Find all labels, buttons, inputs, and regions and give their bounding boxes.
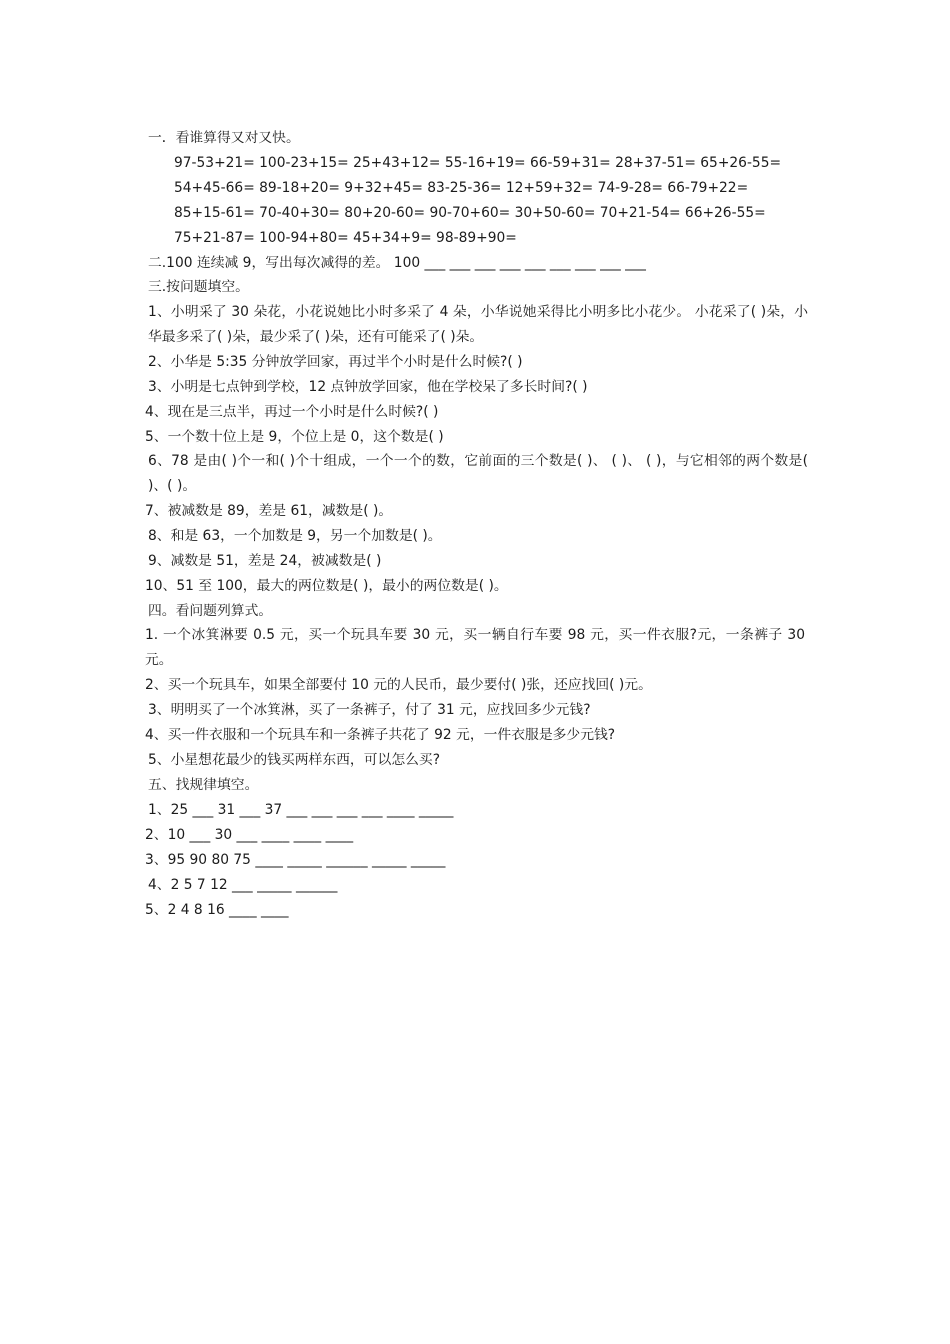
- arithmetic-row-4: 75+21-87= 100-94+80= 45+34+9= 98-89+90=: [174, 230, 517, 246]
- question-3-3: 3、小明是七点钟到学校，12 点钟放学回家，他在学校呆了多长时间?( ): [148, 379, 588, 395]
- pattern-2: 2、10 ___ 30 ___ ____ ____ ____: [145, 827, 354, 843]
- pattern-3: 3、95 90 80 75 ____ _____ ______ _____ _____: [145, 852, 446, 868]
- question-4-1: 1. 一个冰箕淋要 0.5 元，买一个玩具车要 30 元，买一辆自行车要 98 元，买一件衣服?元，一条裤子 30 元。: [145, 627, 805, 668]
- question-3-2: 2、小华是 5:35 分钟放学回家，再过半个小时是什么时候?( ): [148, 354, 523, 370]
- arithmetic-row-3: 85+15-61= 70-40+30= 80+20-60= 90-70+60= 30+50-60= 70+21-54= 66+26-55=: [174, 205, 766, 221]
- question-4-5: 5、小星想花最少的钱买两样东西，可以怎么买?: [148, 752, 441, 768]
- pattern-1: 1、25 ___ 31 ___ 37 ___ ___ ___ ___ ____ _____: [148, 802, 454, 818]
- question-4-3: 3、明明买了一个冰箕淋，买了一条裤子，付了 31 元，应找回多少元钱?: [148, 702, 591, 718]
- question-3-7: 7、被减数是 89，差是 61，减数是( )。: [145, 503, 393, 519]
- arithmetic-row-1: 97-53+21= 100-23+15= 25+43+12= 55-16+19= 66-59+31= 28+37-51= 65+26-55=: [174, 155, 782, 171]
- section-5-heading: 五、找规律填空。: [148, 777, 259, 793]
- question-3-4: 4、现在是三点半，再过一个小时是什么时候?( ): [145, 404, 439, 420]
- question-3-5: 5、一个数十位上是 9，个位上是 0，这个数是( ): [145, 429, 444, 445]
- question-4-2: 2、买一个玩具车，如果全部要付 10 元的人民币，最少要付( )张，还应找回( )元。: [145, 677, 652, 693]
- question-3-10: 10、51 至 100，最大的两位数是( )，最小的两位数是( )。: [145, 578, 508, 594]
- question-3-8: 8、和是 63，一个加数是 9，另一个加数是( )。: [148, 528, 442, 544]
- question-4-4: 4、买一件衣服和一个玩具车和一条裤子共花了 92 元，一件衣服是多少元钱?: [145, 727, 616, 743]
- question-3-9: 9、减数是 51，差是 24，被减数是( ): [148, 553, 382, 569]
- arithmetic-row-2: 54+45-66= 89-18+20= 9+32+45= 83-25-36= 12+59+32= 74-9-28= 66-79+22=: [174, 180, 749, 196]
- section-4-heading: 四。看问题列算式。: [148, 603, 273, 619]
- pattern-4: 4、2 5 7 12 ___ _____ ______: [148, 877, 338, 893]
- question-3-1: 1、小明采了 30 朵花，小花说她比小时多采了 4 朵，小华说她采得比小明多比小花少。 小花采了( )朵，小华最多采了( )朵，最少采了( )朵，还有可能采了( )朵。: [148, 304, 808, 345]
- section-1-heading: 一．看谁算得又对又快。: [148, 130, 300, 146]
- question-3-6: 6、78 是由( )个一和( )个十组成，一个一个的数，它前面的三个数是( )、 ( )、 ( )，与它相邻的两个数是( )、( )。: [148, 453, 808, 494]
- section-2-question: 二.100 连续减 9，写出每次减得的差。 100 ___ ___ ___ ___ ___ ___ ___ ___ ___: [148, 255, 646, 271]
- pattern-5: 5、2 4 8 16 ____ ____: [145, 902, 289, 918]
- section-3-heading: 三.按问题填空。: [148, 279, 249, 295]
